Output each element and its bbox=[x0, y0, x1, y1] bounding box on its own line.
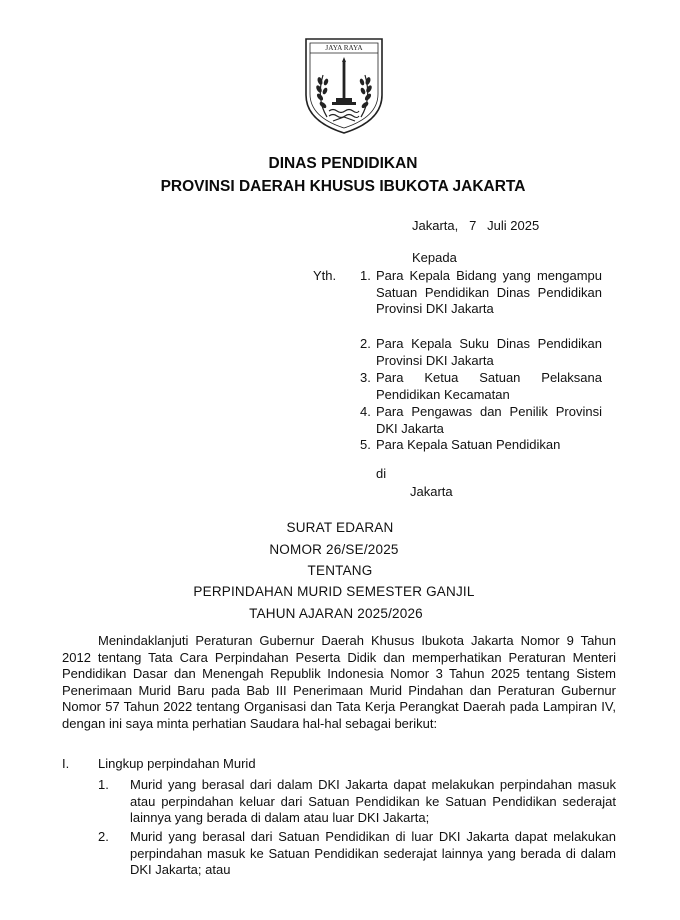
letter-date: Jakarta, 7 Juli 2025 bbox=[412, 218, 540, 233]
location-city: Jakarta bbox=[410, 484, 453, 499]
addressee-item bbox=[360, 370, 602, 403]
addressee-text: Para Kepala Satuan Pendidikan bbox=[376, 437, 561, 452]
list-item-number: 2. bbox=[98, 829, 109, 844]
jakarta-coat-of-arms-icon bbox=[303, 37, 385, 135]
province-name: PROVINSI DAERAH KHUSUS IBUKOTA JAKARTA bbox=[160, 178, 526, 195]
addressee-item bbox=[360, 268, 602, 318]
addressee-item bbox=[360, 437, 602, 454]
document-number: NOMOR 26/SE/2025 bbox=[269, 542, 399, 557]
list-item bbox=[98, 829, 616, 879]
section-title: Lingkup perpindahan Murid bbox=[98, 756, 256, 771]
addressee-number: 1. bbox=[360, 268, 371, 283]
addressee-text: Para Ketua Satuan Pelaksana Pendidikan Kecamatan bbox=[376, 370, 602, 402]
list-item-text: Murid yang berasal dari Satuan Pendidikan di luar DKI Jakarta dapat melakukan perpindahan masuk ke Satuan Pendidikan sederajat lainnya yang berada di dalam DKI Jakarta; atau bbox=[130, 829, 616, 878]
addressee-text: Para Kepala Suku Dinas Pendidikan Provinsi DKI Jakarta bbox=[376, 336, 602, 368]
document-type: SURAT EDARAN bbox=[286, 520, 394, 535]
list-item-text: Murid yang berasal dari dalam DKI Jakarta dapat melakukan perpindahan masuk atau perpindahan keluar dari Satuan Pendidikan ke Satuan Pendidikan sederajat lainnya yang berada di dalam atau luar DKI Jakarta; bbox=[130, 777, 616, 826]
addressee-number: 5. bbox=[360, 437, 371, 452]
body-paragraph: Menindaklanjuti Peraturan Gubernur Daerah Khusus Ibukota Jakarta Nomor 9 Tahun 2012 tentang Tata Cara Perpindahan Peserta Didik dan memperhatikan Peraturan Menteri Pendidikan Dasar dan Menengah Republik Indonesia Nomor 3 Tahun 2025 tentang Sistem Penerimaan Murid Baru pada Bab III Penerimaan Murid Pindahan dan Peraturan Gubernur Nomor 57 Tahun 2022 tentang Organisasi dan Tata Kerja Perangkat Daerah pada Lampiran IV, dengan ini saya minta perhatian Saudara hal-hal sebagai berikut: bbox=[62, 633, 616, 731]
addressee-number: 4. bbox=[360, 404, 371, 419]
list-item-number: 1. bbox=[98, 777, 109, 792]
addressee-text: Para Pengawas dan Penilik Provinsi DKI Jakarta bbox=[376, 404, 602, 436]
document-academic-year: TAHUN AJARAN 2025/2026 bbox=[249, 606, 423, 621]
addressee-number: 3. bbox=[360, 370, 371, 385]
document-about-label: TENTANG bbox=[307, 563, 373, 578]
salutation-label: Yth. bbox=[313, 268, 337, 283]
emblem-banner-text: JAYA RAYA bbox=[325, 44, 363, 52]
document-subject: PERPINDAHAN MURID SEMESTER GANJIL bbox=[193, 584, 475, 599]
addressee-item bbox=[360, 404, 602, 437]
recipient-label: Kepada bbox=[412, 250, 457, 265]
section-number: I. bbox=[62, 756, 70, 771]
addressee-item bbox=[360, 336, 602, 369]
list-item bbox=[98, 777, 616, 827]
addressee-text: Para Kepala Bidang yang mengampu Satuan Pendidikan Dinas Pendidikan Provinsi DKI Jakarta bbox=[376, 268, 602, 316]
agency-name: DINAS PENDIDIKAN bbox=[268, 155, 418, 172]
location-preposition: di bbox=[376, 466, 387, 481]
addressee-number: 2. bbox=[360, 336, 371, 351]
